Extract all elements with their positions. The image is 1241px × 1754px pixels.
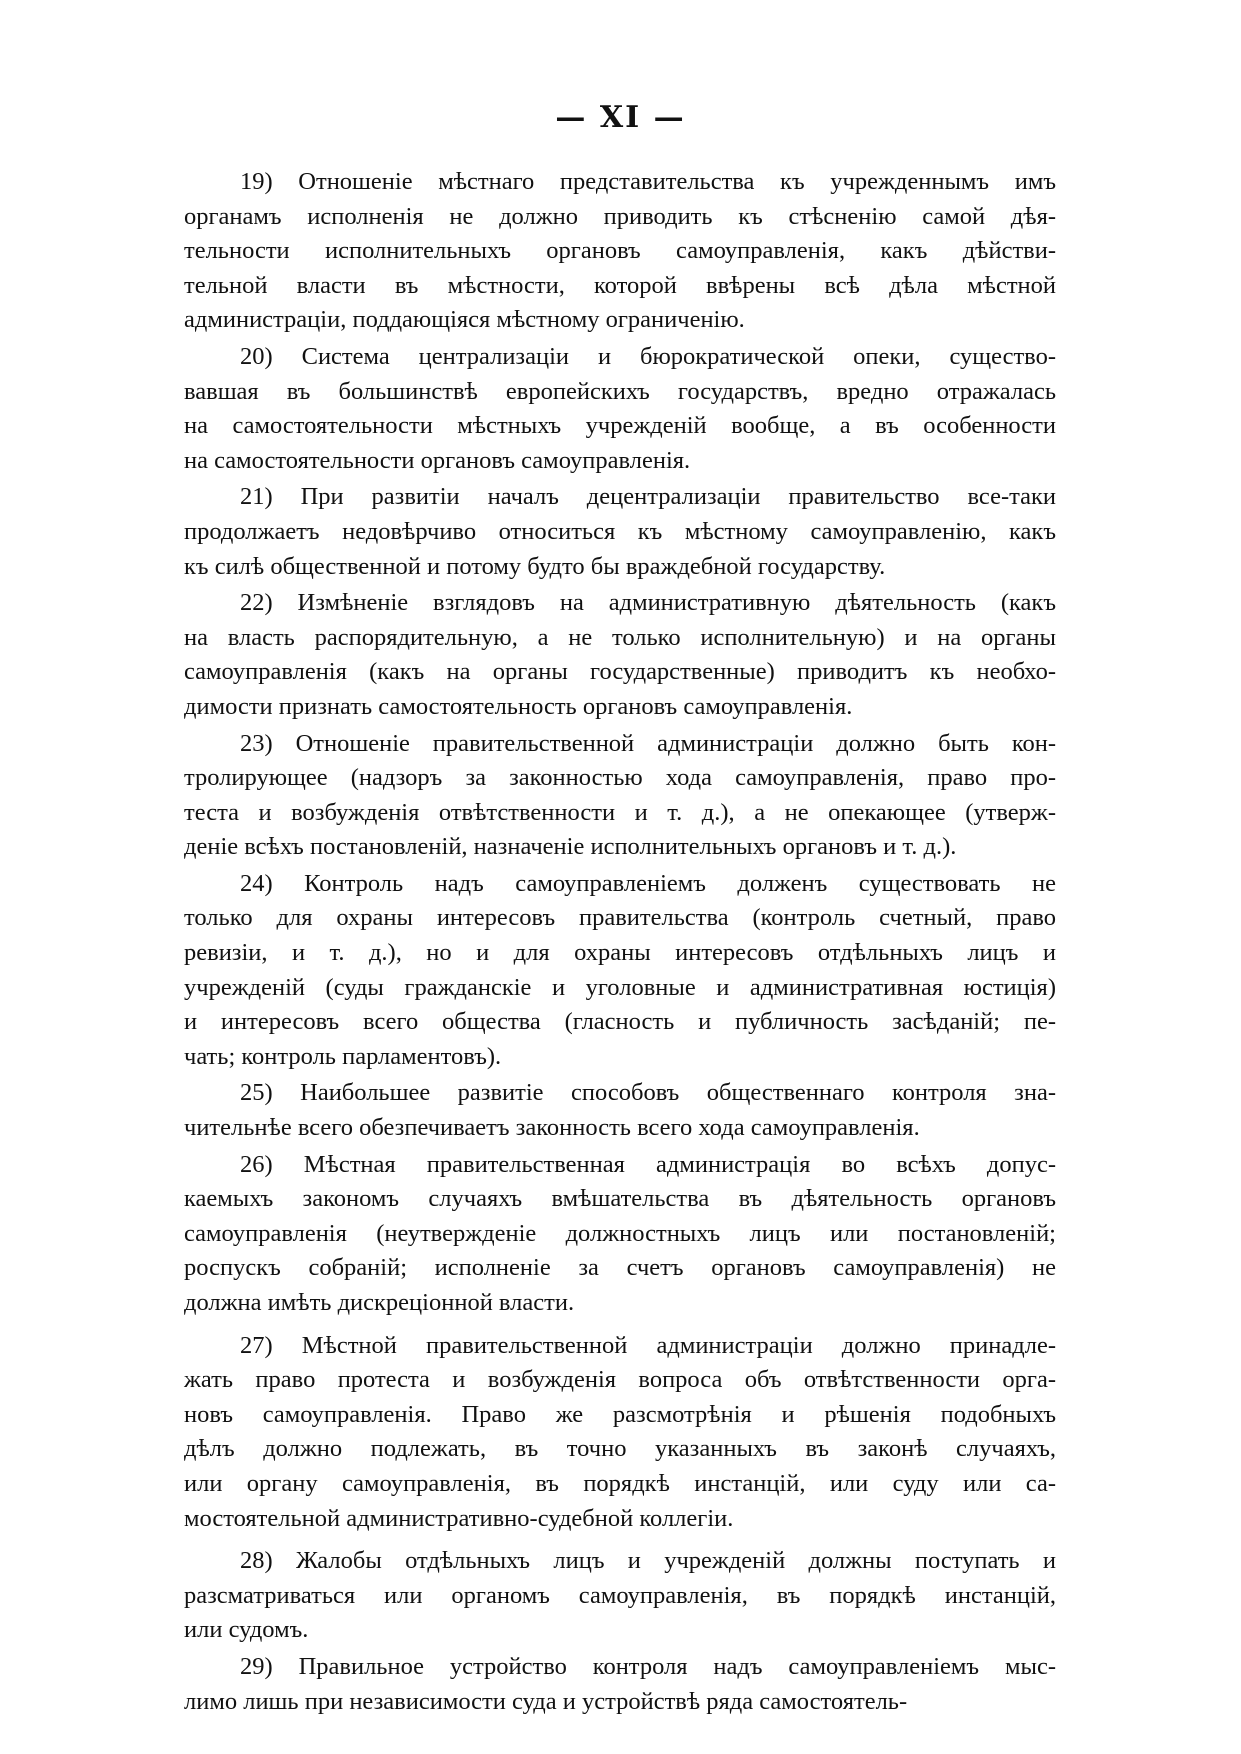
text-line: чительнѣе всего обезпечиваетъ законность всего хода самоуправленія. <box>184 1114 920 1142</box>
text-line: 27) Мѣстной правительственной администраціи должно принадле- <box>240 1331 1056 1359</box>
text-line: 20) Система централизаціи и бюрократической опеки, существо- <box>240 342 1056 370</box>
text-line: новъ самоуправленія. Право же разсмотрѣнія и рѣшенія подобныхъ <box>184 1400 1056 1428</box>
text-line: тельности исполнительныхъ органовъ самоуправленія, какъ дѣйстви- <box>184 237 1056 265</box>
text-line: на власть распорядительную, а не только исполнительную) и на органы <box>184 623 1056 651</box>
text-line: роспускъ собраній; исполненіе за счетъ органовъ самоуправленія) не <box>184 1254 1056 1282</box>
text-line: только для охраны интересовъ правительства (контроль счетный, право <box>184 904 1056 932</box>
text-line: каемыхъ закономъ случаяхъ вмѣшательства въ дѣятельность органовъ <box>184 1185 1056 1213</box>
text-line: тельной власти въ мѣстности, которой ввѣрены всѣ дѣла мѣстной <box>184 271 1056 299</box>
body-text <box>184 165 1056 1721</box>
paragraph <box>184 1329 1056 1537</box>
text-line: 24) Контроль надъ самоуправленіемъ долженъ существовать не <box>240 869 1056 897</box>
text-line: 22) Измѣненіе взглядовъ на административную дѣятельность (какъ <box>240 589 1056 617</box>
text-line: самоуправленія (неутвержденіе должностныхъ лицъ или постановленій; <box>184 1219 1056 1247</box>
text-line: димости признать самостоятельность органовъ самоуправленія. <box>184 692 853 720</box>
text-line: и интересовъ всего общества (гласность и публичность засѣданій; пе- <box>184 1008 1056 1036</box>
text-line: теста и возбужденія отвѣтственности и т. д.), а не опекающее (утверж- <box>184 798 1056 826</box>
text-line: самоуправленія (какъ на органы государственные) приводитъ къ необхо- <box>184 658 1056 686</box>
text-line: или органу самоуправленія, въ порядкѣ инстанцій, или суду или са- <box>184 1469 1056 1497</box>
text-line: дѣлъ должно подлежать, въ точно указанныхъ въ законѣ случаяхъ, <box>184 1435 1056 1463</box>
paragraph <box>184 1650 1056 1719</box>
text-line: на самостоятельности органовъ самоуправленія. <box>184 446 691 474</box>
text-line: деніе всѣхъ постановленій, назначеніе исполнительныхъ органовъ и т. д.). <box>184 833 957 861</box>
text-line: 29) Правильное устройство контроля надъ самоуправленіемъ мыс- <box>240 1652 1056 1680</box>
paragraph <box>184 1148 1056 1321</box>
paragraph <box>184 727 1056 865</box>
text-line: 23) Отношеніе правительственной администраціи должно быть кон- <box>240 729 1056 757</box>
paragraph <box>184 867 1056 1075</box>
paragraph <box>184 165 1056 338</box>
text-line: органамъ исполненія не должно приводить къ стѣсненію самой дѣя- <box>184 202 1056 230</box>
text-line: 21) При развитіи началъ децентрализаціи правительство все-таки <box>240 483 1056 511</box>
text-line: на самостоятельности мѣстныхъ учрежденій вообще, а въ особенности <box>184 412 1056 440</box>
text-line: къ силѣ общественной и потому будто бы враждебной государству. <box>184 552 886 580</box>
paragraph <box>184 340 1056 478</box>
text-line: должна имѣть дискреціонной власти. <box>184 1289 575 1316</box>
text-line: мостоятельной административно-судебной коллегіи. <box>184 1504 734 1532</box>
text-line: чать; контроль парламентовъ). <box>184 1042 502 1070</box>
text-line: тролирующее (надзоръ за законностью хода самоуправленія, право про- <box>184 764 1056 792</box>
text-line: учрежденій (суды гражданскіе и уголовные и административная юстиція) <box>184 973 1056 1001</box>
paragraph <box>184 586 1056 724</box>
text-line: 25) Наибольшее развитіе способовъ общественнаго контроля зна- <box>240 1079 1056 1107</box>
text-line: 28) Жалобы отдѣльныхъ лицъ и учрежденій должны поступать и <box>240 1547 1056 1575</box>
text-line: жать право протеста и возбужденія вопроса объ отвѣтственности орга- <box>184 1366 1056 1394</box>
text-line: 26) Мѣстная правительственная администрація во всѣхъ допус- <box>240 1150 1056 1178</box>
text-line: администраціи, поддающіяся мѣстному ограниченію. <box>184 306 745 334</box>
text-line: вавшая въ большинствѣ европейскихъ государствъ, вредно отражалась <box>184 377 1056 405</box>
page-number: — XI — <box>555 100 686 135</box>
text-line: 19) Отношеніе мѣстнаго представительства къ учрежденнымъ имъ <box>240 168 1056 195</box>
text-line: ревизіи, и т. д.), но и для охраны интересовъ отдѣльныхъ лицъ и <box>184 939 1056 967</box>
paragraph <box>184 1544 1056 1648</box>
text-line: лимо лишь при независимости суда и устройствѣ ряда самостоятель- <box>184 1687 908 1715</box>
paragraph <box>184 480 1056 584</box>
text-line: или судомъ. <box>184 1616 309 1644</box>
text-line: продолжаетъ недовѣрчиво относиться къ мѣстному самоуправленію, какъ <box>184 517 1056 545</box>
paragraph <box>184 1076 1056 1145</box>
text-line: разсматриваться или органомъ самоуправленія, въ порядкѣ инстанцій, <box>184 1581 1056 1609</box>
